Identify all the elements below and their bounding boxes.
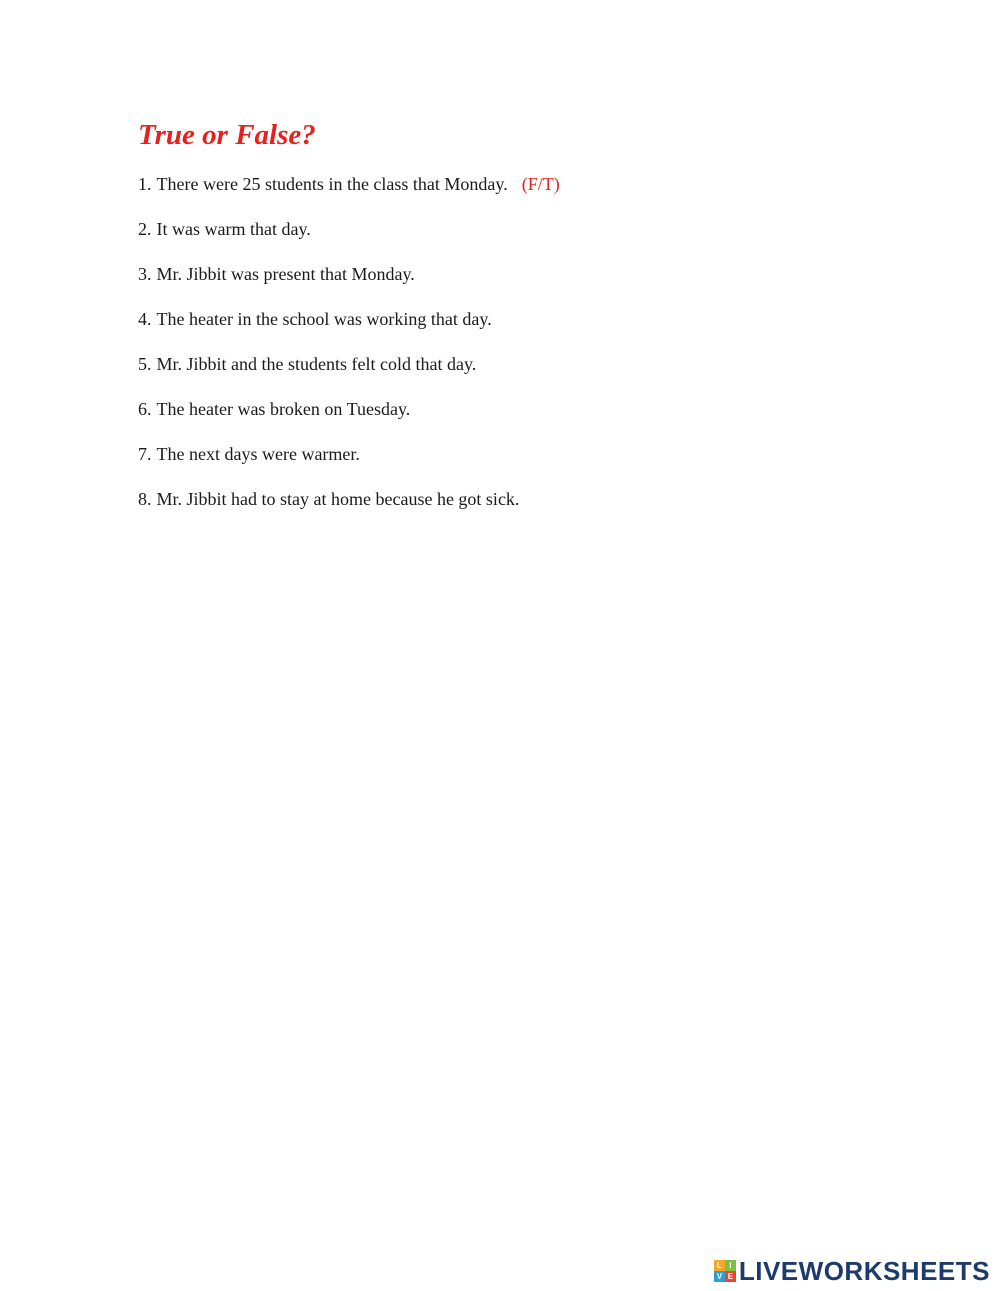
question-number: 1. [138, 174, 152, 194]
liveworksheets-brand [714, 1255, 990, 1287]
question-2 [138, 217, 898, 241]
question-text: It was warm that day. [156, 219, 311, 239]
question-number: 2. [138, 219, 152, 239]
question-number: 8. [138, 489, 152, 509]
logo-letter: V [714, 1271, 725, 1282]
question-number: 4. [138, 309, 152, 329]
question-number: 6. [138, 399, 152, 419]
question-number: 5. [138, 354, 152, 374]
question-6 [138, 397, 898, 421]
question-text: Mr. Jibbit was present that Monday. [156, 264, 415, 284]
worksheet [138, 112, 898, 532]
logo-letter: E [725, 1271, 736, 1282]
logo-letter: I [725, 1260, 736, 1271]
answer-hint: (F/T) [521, 174, 560, 194]
question-7 [138, 442, 898, 466]
question-number: 7. [138, 444, 152, 464]
logo-letter: L [714, 1260, 725, 1271]
question-text: The heater in the school was working that day. [156, 309, 492, 329]
worksheet-title: True or False? [138, 119, 316, 151]
liveworksheets-logo-icon [714, 1260, 736, 1282]
question-text: Mr. Jibbit and the students felt cold that day. [156, 354, 477, 374]
question-text: There were 25 students in the class that Monday. [156, 174, 508, 194]
question-3 [138, 262, 898, 286]
question-number: 3. [138, 264, 152, 284]
question-4 [138, 307, 898, 331]
question-8 [138, 487, 898, 511]
question-text: Mr. Jibbit had to stay at home because he got sick. [156, 489, 520, 509]
question-text: The next days were warmer. [156, 444, 360, 464]
question-list [138, 172, 898, 511]
question-text: The heater was broken on Tuesday. [156, 399, 411, 419]
question-5 [138, 352, 898, 376]
question-1 [138, 172, 898, 196]
brand-name: LIVEWORKSHEETS [738, 1256, 990, 1286]
